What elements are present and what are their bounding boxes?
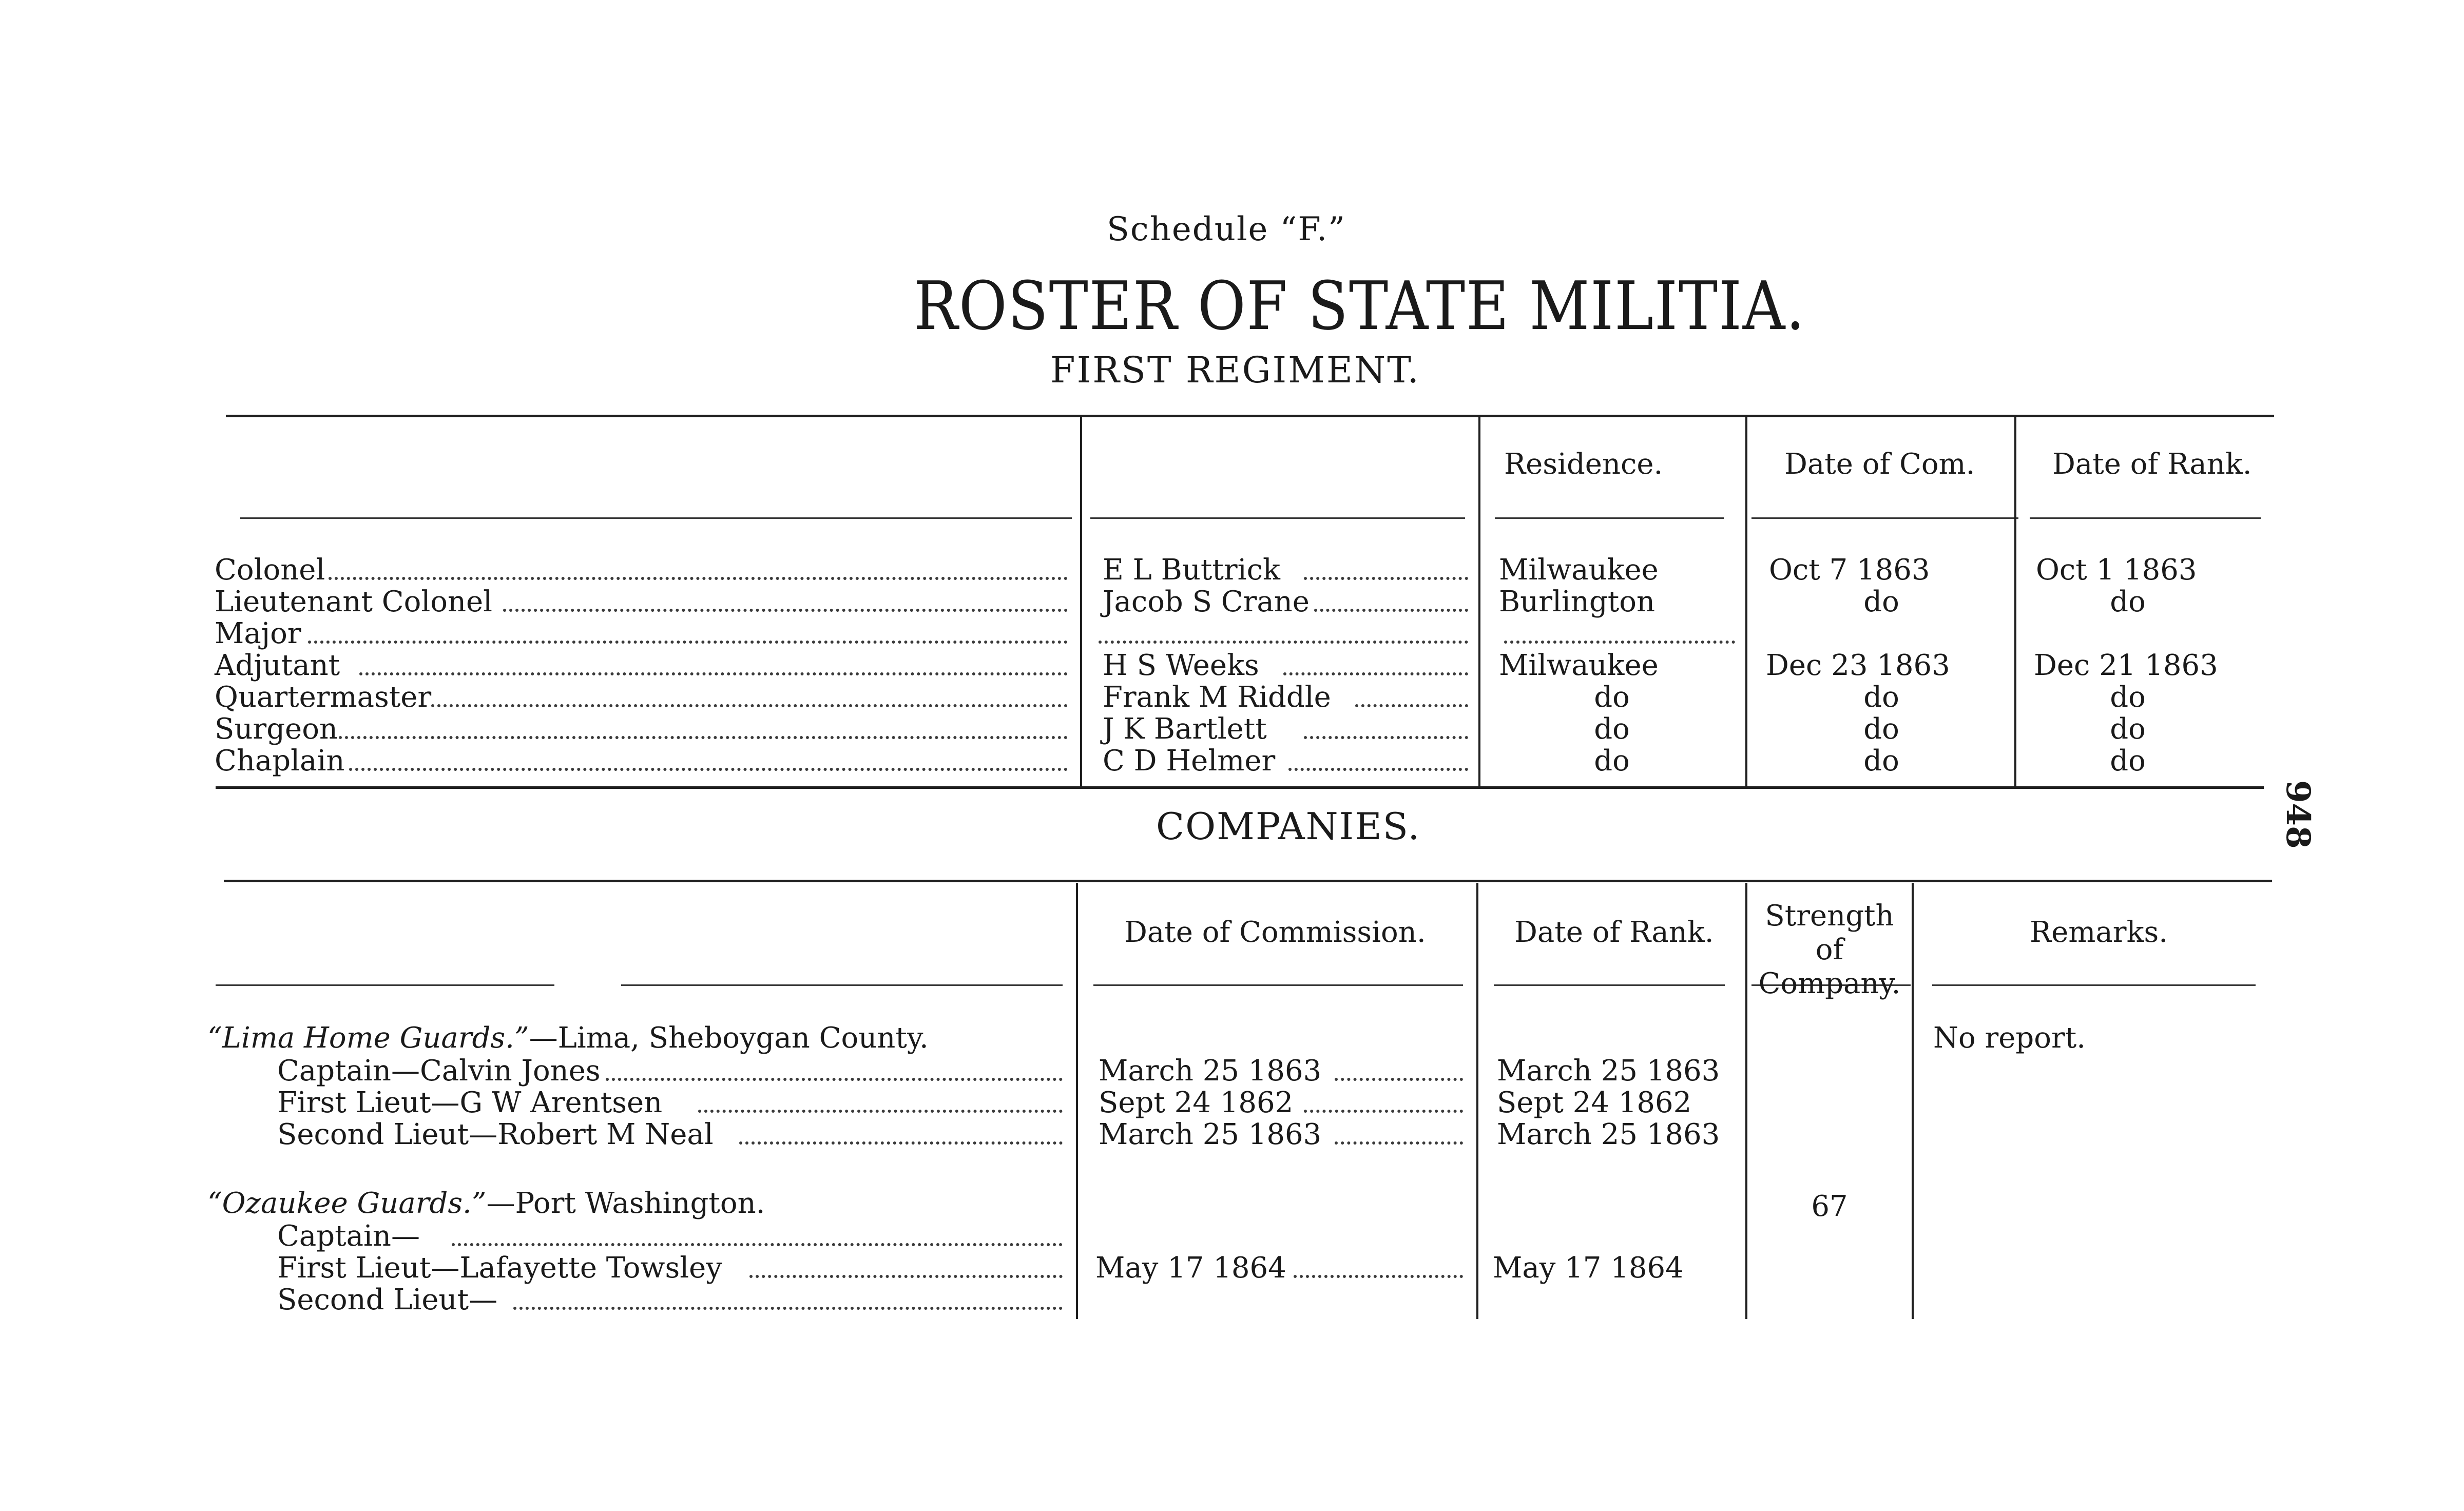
officer-name: Frank M Riddle xyxy=(1103,681,1331,714)
column-header-date-of-rank: Date of Rank. xyxy=(1514,916,1714,949)
officer-title: Second Lieut—Robert M Neal xyxy=(277,1118,714,1151)
regiment-bottom-rule xyxy=(216,786,2264,789)
regiment-header-rule-5 xyxy=(2030,517,2261,519)
date-of-com: do xyxy=(1863,681,1899,714)
column-header-date-of-rank: Date of Rank. xyxy=(2052,448,2252,481)
dot-leader xyxy=(739,1141,1063,1145)
rank-label: Colonel xyxy=(215,553,325,587)
dot-leader xyxy=(503,609,1068,612)
officer-title: Captain— xyxy=(277,1219,420,1253)
column-header-date-of-com: Date of Com. xyxy=(1784,448,1975,481)
dot-leader xyxy=(749,1275,1063,1278)
rank-label: Adjutant xyxy=(215,649,340,682)
dot-leader xyxy=(452,1243,1063,1246)
date-of-commission: May 17 1864 xyxy=(1095,1251,1286,1285)
dot-leader xyxy=(359,672,1068,675)
page-title: ROSTER OF STATE MILITIA. xyxy=(914,267,1806,345)
companies-top-rule xyxy=(224,880,2272,882)
officer-title: First Lieut—Lafayette Towsley xyxy=(277,1251,722,1285)
date-of-rank: March 25 1863 xyxy=(1497,1054,1720,1088)
regiment-col-divider-4 xyxy=(2014,417,2016,786)
rank-label: Lieutenant Colonel xyxy=(215,585,493,618)
company-location: —Port Washington. xyxy=(486,1187,765,1220)
dot-leader xyxy=(349,768,1068,771)
dot-leader xyxy=(329,577,1068,580)
rank-label: Surgeon xyxy=(215,712,338,746)
rank-label: Quartermaster xyxy=(215,681,432,714)
dot-leader xyxy=(606,1078,1063,1081)
officer-name: C D Helmer xyxy=(1103,744,1276,778)
column-header-remarks: Remarks. xyxy=(2030,916,2168,949)
regiment-header-rule-4 xyxy=(1751,517,2018,519)
regiment-header-rule-3 xyxy=(1495,517,1724,519)
companies-header-rule-5 xyxy=(1932,984,2256,986)
officer-title: First Lieut—G W Arentsen xyxy=(277,1086,663,1119)
dot-leader xyxy=(1294,1275,1463,1278)
date-of-rank: do xyxy=(2110,712,2146,746)
officer-title: Second Lieut— xyxy=(277,1283,498,1316)
officer-name: J K Bartlett xyxy=(1103,712,1267,746)
dot-leader xyxy=(1355,704,1468,707)
date-of-rank: do xyxy=(2110,585,2146,618)
companies-header-rule-1b xyxy=(621,984,1063,986)
company-name: “Lima Home Guards.” xyxy=(207,1021,529,1055)
dot-leader xyxy=(1504,641,1735,644)
officer-name: E L Buttrick xyxy=(1103,553,1280,587)
rank-label: Major xyxy=(215,617,301,650)
regiment-title: FIRST REGIMENT. xyxy=(1050,349,1420,391)
residence: Milwaukee xyxy=(1499,649,1659,682)
companies-header-rule-1a xyxy=(216,984,554,986)
dot-leader xyxy=(339,736,1068,739)
date-of-rank: March 25 1863 xyxy=(1497,1118,1720,1151)
date-of-com: do xyxy=(1863,744,1899,778)
dot-leader xyxy=(1314,609,1468,612)
dot-leader xyxy=(1304,1110,1463,1113)
rank-label: Chaplain xyxy=(215,744,345,778)
date-of-commission: Sept 24 1862 xyxy=(1099,1086,1294,1119)
company-location: —Lima, Sheboygan County. xyxy=(529,1021,929,1055)
company-heading xyxy=(207,1021,929,1055)
column-header-residence: Residence. xyxy=(1504,448,1663,481)
date-of-rank: May 17 1864 xyxy=(1493,1251,1684,1285)
date-of-rank: do xyxy=(2110,681,2146,714)
residence: Burlington xyxy=(1499,585,1656,618)
company-remarks: No report. xyxy=(1933,1021,2086,1055)
dot-leader xyxy=(513,1307,1063,1310)
companies-col-divider-2 xyxy=(1476,883,1478,1319)
column-header-date-of-commission: Date of Commission. xyxy=(1124,916,1426,949)
dot-leader xyxy=(1304,736,1468,739)
companies-header-rule-2 xyxy=(1093,984,1463,986)
residence: Milwaukee xyxy=(1499,553,1659,587)
dot-leader xyxy=(698,1110,1063,1113)
officer-title: Captain—Calvin Jones xyxy=(277,1054,601,1088)
date-of-rank: Dec 21 1863 xyxy=(2034,649,2218,682)
dot-leader xyxy=(308,641,1068,644)
date-of-rank: Sept 24 1862 xyxy=(1497,1086,1692,1119)
officer-name: Jacob S Crane xyxy=(1103,585,1310,618)
dot-leader xyxy=(1099,641,1468,644)
date-of-com: do xyxy=(1863,585,1899,618)
company-name: “Ozaukee Guards.” xyxy=(207,1187,487,1220)
companies-header-rule-3 xyxy=(1494,984,1725,986)
dot-leader xyxy=(1335,1078,1463,1081)
companies-title: COMPANIES. xyxy=(1156,805,1421,848)
dot-leader xyxy=(1283,672,1468,675)
dot-leader xyxy=(1304,577,1468,580)
regiment-col-divider-3 xyxy=(1745,417,1747,786)
residence: do xyxy=(1594,681,1630,714)
schedule-label: Schedule “F.” xyxy=(1107,210,1346,248)
companies-col-divider-4 xyxy=(1912,883,1914,1319)
companies-col-divider-1 xyxy=(1076,883,1078,1319)
dot-leader xyxy=(1335,1141,1463,1145)
page-number: 948 xyxy=(2279,780,2317,849)
residence: do xyxy=(1594,712,1630,746)
date-of-commission: March 25 1863 xyxy=(1099,1118,1322,1151)
column-header-strength: Strength of Company. xyxy=(1758,899,1901,1000)
regiment-header-rule-2 xyxy=(1090,517,1465,519)
residence: do xyxy=(1594,744,1630,778)
date-of-rank: Oct 1 1863 xyxy=(2036,553,2197,587)
date-of-com: do xyxy=(1863,712,1899,746)
company-strength: 67 xyxy=(1811,1190,1848,1223)
regiment-col-divider-1 xyxy=(1080,417,1082,786)
dot-leader xyxy=(431,704,1068,707)
regiment-col-divider-2 xyxy=(1478,417,1480,786)
company-heading xyxy=(207,1187,765,1220)
date-of-com: Oct 7 1863 xyxy=(1769,553,1930,587)
dot-leader xyxy=(1288,768,1468,771)
regiment-header-rule-1 xyxy=(240,517,1072,519)
officer-name: H S Weeks xyxy=(1103,649,1259,682)
date-of-commission: March 25 1863 xyxy=(1099,1054,1322,1088)
date-of-com: Dec 23 1863 xyxy=(1766,649,1950,682)
regiment-top-rule xyxy=(226,415,2274,417)
date-of-rank: do xyxy=(2110,744,2146,778)
